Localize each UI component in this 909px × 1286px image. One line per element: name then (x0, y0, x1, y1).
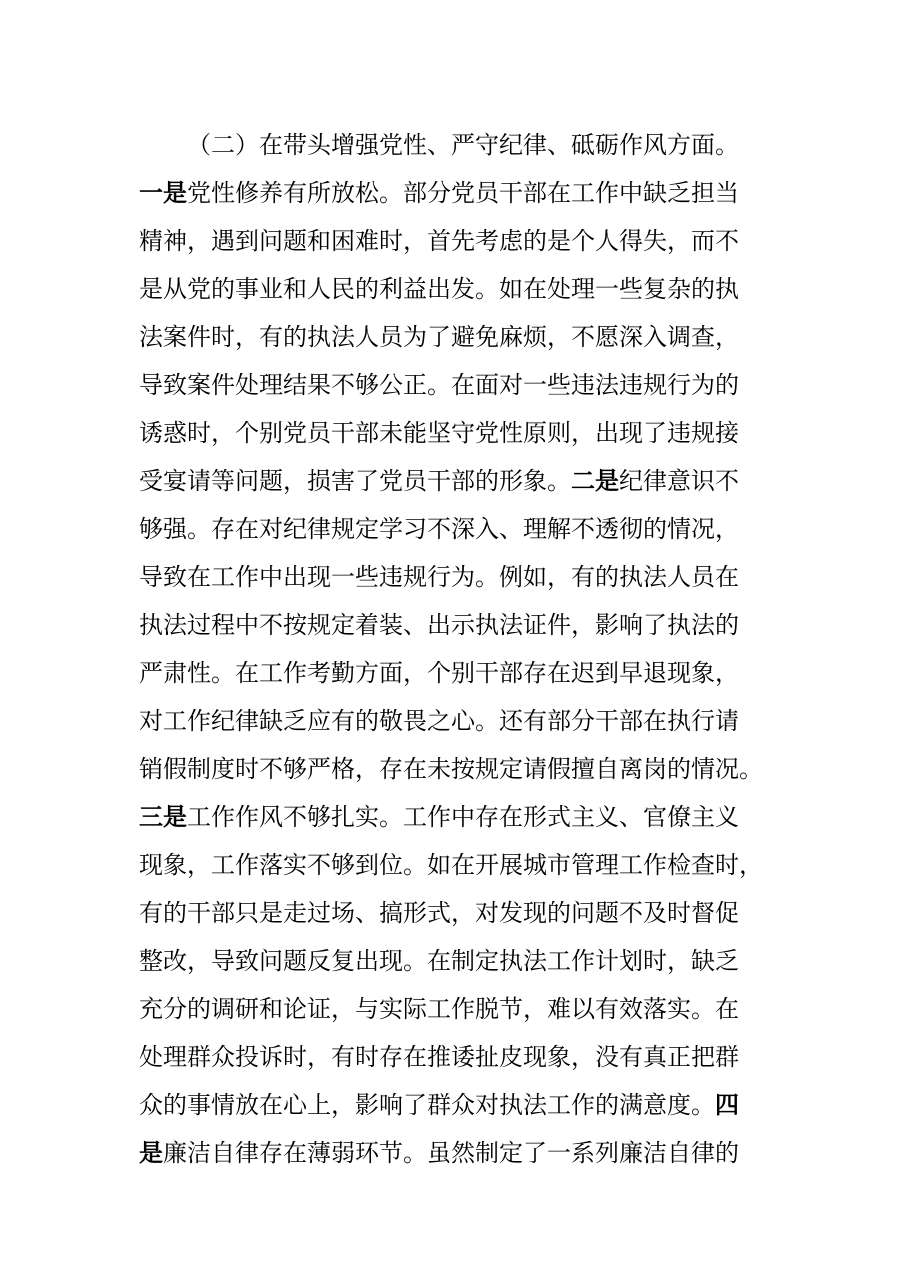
bold-run: 四 (715, 1091, 739, 1119)
bold-run: 三是 (139, 803, 187, 831)
text-run: 现象，工作落实不够到位。如在开展城市管理工作检查时， (139, 851, 763, 879)
text-line (139, 265, 779, 313)
text-run: 执法过程中不按规定着装、出示执法证件，影响了执法的 (139, 611, 739, 639)
text-line (139, 793, 779, 841)
text-line (187, 121, 779, 169)
text-line (139, 505, 779, 553)
text-run: 充分的调研和论证，与实际工作脱节，难以有效落实。在 (139, 995, 739, 1023)
text-run: 够强。存在对纪律规定学习不深入、理解不透彻的情况， (139, 515, 739, 543)
text-line (139, 745, 779, 793)
text-run: 纪律意识不 (619, 467, 739, 495)
text-run: 销假制度时不够严格，存在未按规定请假擅自离岗的情况。 (139, 755, 763, 783)
text-line (139, 313, 779, 361)
text-line (139, 217, 779, 265)
text-line (139, 1081, 779, 1129)
text-run: 法案件时，有的执法人员为了避免麻烦，不愿深入调查， (139, 323, 739, 351)
text-run: 对工作纪律缺乏应有的敬畏之心。还有部分干部在执行请 (139, 707, 739, 735)
text-line (139, 889, 779, 937)
bold-run: 是 (139, 1139, 163, 1167)
bold-run: 二是 (571, 467, 619, 495)
text-line (139, 601, 779, 649)
text-run: 工作作风不够扎实。工作中存在形式主义、官僚主义 (187, 803, 739, 831)
text-line (139, 937, 779, 985)
text-run: 导致在工作中出现一些违规行为。例如，有的执法人员在 (139, 563, 739, 591)
text-run: 精神，遇到问题和困难时，首先考虑的是个人得失，而不 (139, 227, 739, 255)
text-run: 廉洁自律存在薄弱环节。虽然制定了一系列廉洁自律的 (163, 1139, 739, 1167)
text-line (139, 361, 779, 409)
text-line (139, 985, 779, 1033)
text-run: 众的事情放在心上，影响了群众对执法工作的满意度。 (139, 1091, 715, 1119)
text-line (139, 841, 779, 889)
text-run: 严肃性。在工作考勤方面，个别干部存在迟到早退现象， (139, 659, 739, 687)
text-line (139, 1033, 779, 1081)
text-line (139, 1129, 779, 1177)
text-line (139, 649, 779, 697)
text-run: （二）在带头增强党性、严守纪律、砥砺作风方面。 (187, 131, 739, 159)
text-line (139, 457, 779, 505)
bold-run: 一是 (139, 179, 187, 207)
text-run: 诱惑时，个别党员干部未能坚守党性原则，出现了违规接 (139, 419, 739, 447)
text-run: 是从党的事业和人民的利益出发。如在处理一些复杂的执 (139, 275, 739, 303)
text-line (139, 409, 779, 457)
text-run: 整改，导致问题反复出现。在制定执法工作计划时，缺乏 (139, 947, 739, 975)
text-run: 受宴请等问题，损害了党员干部的形象。 (139, 467, 571, 495)
text-run: 处理群众投诉时，有时存在推诿扯皮现象，没有真正把群 (139, 1043, 739, 1071)
text-run: 有的干部只是走过场、搞形式，对发现的问题不及时督促 (139, 899, 739, 927)
text-line (139, 169, 779, 217)
text-run: 导致案件处理结果不够公正。在面对一些违法违规行为的 (139, 371, 739, 399)
text-run: 党性修养有所放松。部分党员干部在工作中缺乏担当 (187, 179, 739, 207)
text-line (139, 697, 779, 745)
text-line (139, 553, 779, 601)
